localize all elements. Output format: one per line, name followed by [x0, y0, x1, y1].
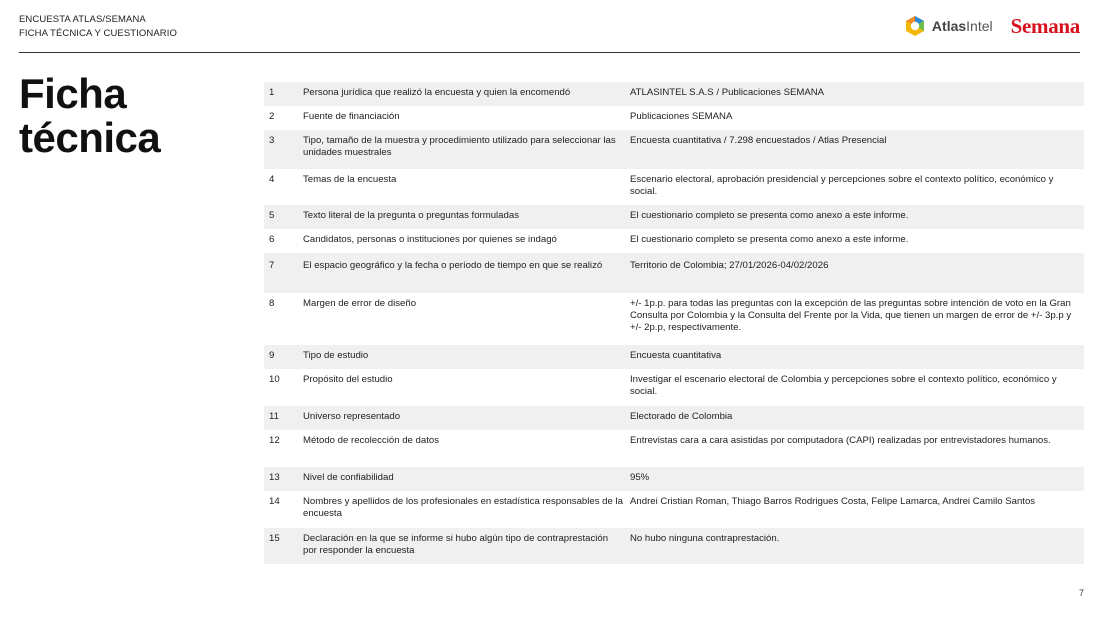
row-label: Texto literal de la pregunta o preguntas formuladas — [303, 210, 519, 221]
row-number: 6 — [269, 234, 275, 245]
row-label: Declaración en la que se informe si hubo algún tipo de contraprestación por responder la encuesta — [303, 533, 609, 556]
page-title-line-1: Ficha — [19, 70, 127, 117]
table-row — [264, 467, 1084, 491]
row-number: 4 — [269, 174, 275, 185]
row-value: ATLASINTEL S.A.S / Publicaciones SEMANA — [630, 87, 825, 98]
table-row — [264, 430, 1084, 467]
table-row — [264, 205, 1084, 229]
table-row — [264, 406, 1084, 430]
row-value: No hubo ninguna contraprestación. — [630, 533, 780, 544]
row-value: Andrei Cristian Roman, Thiago Barros Rodrigues Costa, Felipe Lamarca, Andrei Camilo Santos — [630, 496, 1036, 507]
page-title-line-2: técnica — [19, 114, 161, 161]
row-value: 95% — [630, 472, 650, 483]
atlasintel-logo-text-a: Atlas — [931, 18, 967, 34]
table-row — [264, 293, 1084, 345]
table-row — [264, 106, 1084, 130]
row-number: 15 — [269, 533, 280, 544]
row-label: El espacio geográfico y la fecha o período de tiempo en que se realizó — [303, 260, 603, 271]
page-number: 7 — [1078, 588, 1084, 598]
table-row — [264, 82, 1084, 106]
row-number: 13 — [269, 472, 280, 483]
row-number: 10 — [269, 374, 280, 385]
row-number: 1 — [269, 87, 275, 98]
row-number: 5 — [269, 210, 275, 221]
page-title — [19, 72, 160, 160]
table-row — [264, 369, 1084, 406]
row-value: Territorio de Colombia; 27/01/2026-04/02/2026 — [630, 260, 829, 271]
row-label: Nombres y apellidos de los profesionales en estadística responsables de la encuesta — [303, 496, 623, 519]
header-line-2: FICHA TÉCNICA Y CUESTIONARIO — [19, 28, 178, 39]
atlasintel-logo-text-b: Intel — [966, 18, 993, 34]
table-row — [264, 169, 1084, 205]
row-number: 3 — [269, 135, 275, 146]
row-number: 7 — [269, 260, 275, 271]
row-value: Encuesta cuantitativa — [630, 350, 722, 361]
table-row — [264, 345, 1084, 369]
row-number: 9 — [269, 350, 275, 361]
row-label: Universo representado — [303, 411, 401, 422]
table-row — [264, 229, 1084, 253]
row-value: Publicaciones SEMANA — [630, 111, 733, 122]
row-number: 14 — [269, 496, 280, 507]
row-value: El cuestionario completo se presenta como anexo a este informe. — [630, 234, 909, 245]
ficha-tecnica-table — [264, 82, 1084, 564]
row-number: 8 — [269, 298, 275, 309]
row-value: Investigar el escenario electoral de Colombia y percepciones sobre el contexto político, económico y social. — [630, 374, 1057, 397]
atlasintel-hexagon-icon — [904, 15, 926, 37]
row-label: Método de recolección de datos — [303, 435, 439, 446]
table-row — [264, 491, 1084, 528]
header-divider — [19, 52, 1080, 53]
row-value: El cuestionario completo se presenta como anexo a este informe. — [630, 210, 909, 221]
row-number: 12 — [269, 435, 280, 446]
row-label: Tipo de estudio — [303, 350, 369, 361]
table-row — [264, 528, 1084, 564]
row-number: 11 — [269, 411, 279, 422]
row-value: Encuesta cuantitativa / 7.298 encuestados / Atlas Presencial — [630, 135, 887, 146]
header-line-1: ENCUESTA ATLAS/SEMANA — [19, 14, 146, 25]
row-label: Propósito del estudio — [303, 374, 393, 385]
table-row — [264, 253, 1084, 293]
row-value: +/- 1p.p. para todas las preguntas con la excepción de las preguntas sobre intención de voto en la Gran Consulta por Colombia y la Consulta del Frente por la Vida, que tienen un margen de error de +/- 3p.p y +/- 2p.p, respectivamente. — [630, 298, 1072, 333]
row-label: Persona jurídica que realizó la encuesta y quien la encomendó — [303, 87, 571, 98]
row-label: Candidatos, personas o instituciones por quienes se indagó — [303, 234, 557, 245]
header-logos — [904, 13, 1080, 39]
row-label: Temas de la encuesta — [303, 174, 397, 185]
row-label: Tipo, tamaño de la muestra y procedimiento utilizado para seleccionar las unidades muestrales — [303, 135, 616, 158]
row-value: Entrevistas cara a cara asistidas por computadora (CAPI) realizadas por entrevistadores humanos. — [630, 435, 1051, 446]
row-label: Margen de error de diseño — [303, 298, 417, 309]
row-label: Fuente de financiación — [303, 111, 400, 122]
row-value: Escenario electoral, aprobación presidencial y percepciones sobre el contexto político, económico y social. — [630, 174, 1054, 197]
semana-logo: Semana — [1010, 13, 1080, 38]
header-caption — [19, 13, 177, 41]
table-row — [264, 130, 1084, 169]
row-label: Nivel de confiabilidad — [303, 472, 394, 483]
atlasintel-logo — [904, 15, 993, 37]
row-number: 2 — [269, 111, 275, 122]
row-value: Electorado de Colombia — [630, 411, 733, 422]
